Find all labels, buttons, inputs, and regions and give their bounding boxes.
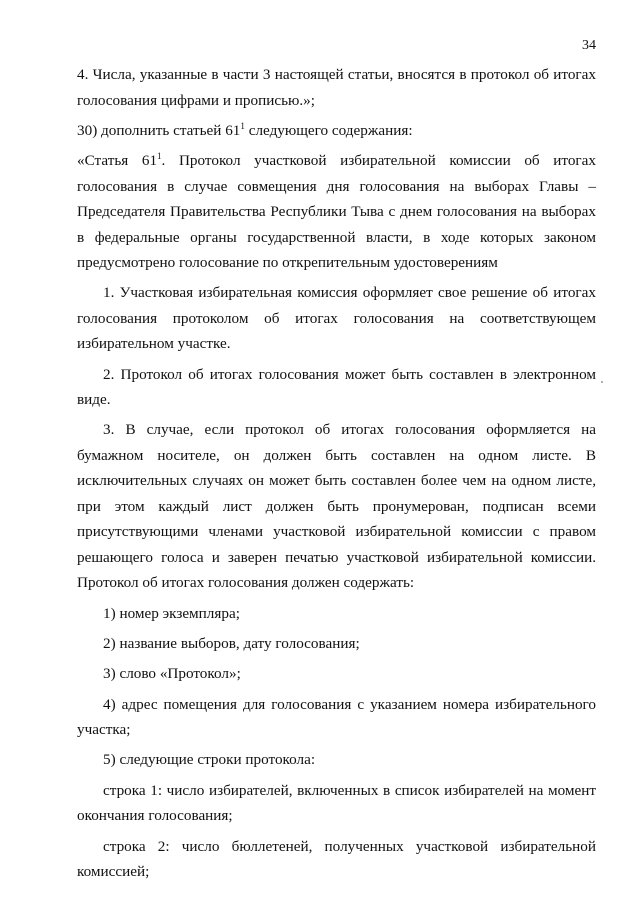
paragraph-text: строка 1: число избирателей, включенных в список избирателей на момент окончания голосования; (77, 781, 596, 825)
protocol-line-2 (77, 834, 596, 885)
protocol-line-1 (77, 778, 596, 829)
list-item-3 (77, 661, 596, 687)
page-number: 34 (582, 38, 596, 53)
paragraph-text: 1. Участковая избирательная комиссия оформляет свое решение об итогах голосования протоколом об итогах голосования на соответствующем избирательном участке. (77, 284, 596, 353)
article-61-1-heading (77, 148, 596, 276)
paragraph-text: 3. В случае, если протокол об итогах голосования оформляется на бумажном носителе, он должен быть составлен на одном листе. В исключительных случаях он может быть составлен более чем на одном листе, при этом каждый лист должен быть пронумерован, подписан всеми присутствующими членами участковой избирательной комиссии с правом решающего голоса и заверен печатью участковой избирательной комиссии. Протокол об итогах голосования должен содержать: (77, 421, 596, 592)
paragraph-text: 2. Протокол об итогах голосования может быть составлен в электронном виде. (77, 365, 596, 409)
paragraph-4-numbers (77, 62, 596, 113)
paragraph-text-pre: «Статья 61 (77, 152, 158, 170)
superscript: 1 (157, 151, 162, 162)
superscript: 1 (240, 120, 245, 131)
list-item-5 (77, 747, 596, 773)
paragraph-text: строка 2: число бюллетеней, полученных участковой избирательной комиссией; (77, 837, 596, 881)
list-item-2 (77, 631, 596, 657)
paragraph-text: 3) слово «Протокол»; (103, 665, 241, 683)
paragraph-text: 4) адрес помещения для голосования с указанием номера избирательного участка; (77, 695, 596, 739)
paragraph-text: 4. Числа, указанные в части 3 настоящей статьи, вносятся в протокол об итогах голосования цифрами и прописью.»; (77, 66, 596, 109)
document-body (77, 62, 596, 889)
list-item-4 (77, 692, 596, 743)
paragraph-text-post: следующего содержания: (244, 121, 413, 139)
paragraph-2-electronic (77, 362, 596, 413)
scan-speck (601, 381, 603, 383)
list-item-1 (77, 601, 596, 627)
paragraph-1-decision (77, 280, 596, 357)
paragraph-text: 1) номер экземпляра; (103, 604, 240, 622)
paragraph-text: 5) следующие строки протокола: (103, 751, 316, 769)
paragraph-30-add-article (77, 118, 596, 144)
paragraph-text: 2) название выборов, дату голосования; (103, 635, 360, 653)
paragraph-text-pre: 30) дополнить статьей 61 (77, 121, 241, 139)
paragraph-3-paper (77, 417, 596, 596)
paragraph-text-post: . Протокол участковой избирательной комиссии об итогах голосования в случае совмещения дня голосования на выборах Главы – Председателя Правительства Республики Тыва с днем голосования на выборах в федеральные органы государственной власти, в ходе которых законом предусмотрено голосование по открепительным удостоверениям (77, 152, 596, 272)
